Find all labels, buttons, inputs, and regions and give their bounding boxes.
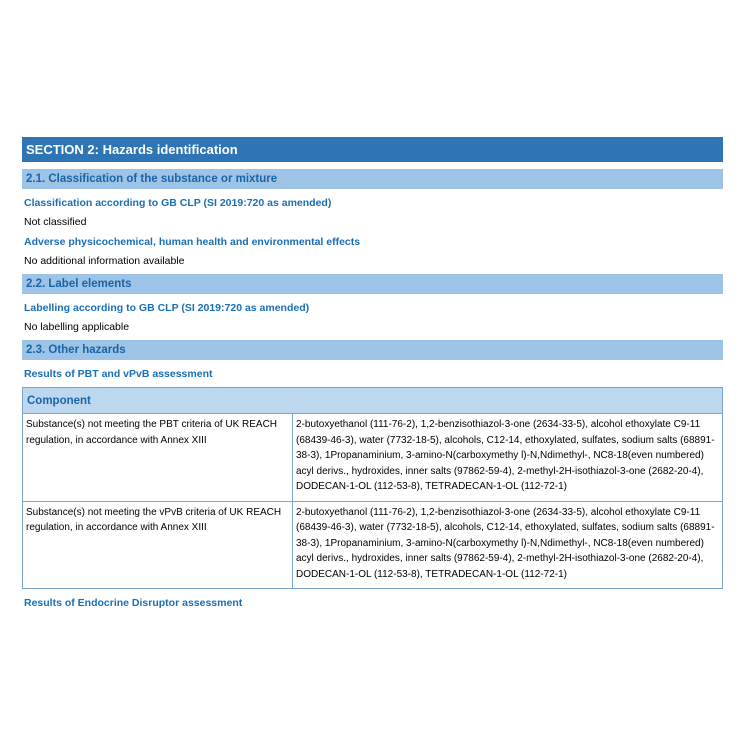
section-title: SECTION 2: Hazards identification — [22, 137, 723, 162]
table-row — [23, 414, 723, 502]
adverse-effects-value: No additional information available — [24, 255, 185, 267]
adverse-effects-label: Adverse physicochemical, human health and environmental effects — [24, 236, 361, 248]
component-table-header: Component — [23, 388, 723, 414]
table-cell-criteria: Substance(s) not meeting the vPvB criteria of UK REACH regulation, in accordance with Annex XIII — [23, 501, 293, 589]
table-cell-substances: 2-butoxyethanol (111-76-2), 1,2-benzisothiazol-3-one (2634-33-5), alcohol ethoxylate C9-11 (68439-46-3), water (7732-18-5), alcohols, C12-14, ethoxylated, sulfates, sodium salts (68891-38-3), 1Propanaminium, 3-amino-N(carboxymethy l)-N,Ndimethyl-, NC8-18(even numbered) acyl derivs., hydroxides, inner salts (97862-59-4), 2-methyl-2H-isothiazol-3-one (2682-20-4), DODECAN-1-OL (112-53-8), TETRADECAN-1-OL (112-72-1) — [293, 501, 723, 589]
classification-label: Classification according to GB CLP (SI 2019:720 as amended) — [24, 197, 332, 209]
classification-value: Not classified — [24, 216, 87, 228]
endocrine-assessment-label: Results of Endocrine Disruptor assessment — [24, 597, 243, 609]
subsection-2-2-title: 2.2. Label elements — [22, 274, 723, 294]
subsection-2-1-title: 2.1. Classification of the substance or mixture — [22, 169, 723, 189]
table-row — [23, 501, 723, 589]
labelling-value: No labelling applicable — [24, 321, 130, 333]
table-cell-substances: 2-butoxyethanol (111-76-2), 1,2-benzisothiazol-3-one (2634-33-5), alcohol ethoxylate C9-11 (68439-46-3), water (7732-18-5), alcohols, C12-14, ethoxylated, sulfates, sodium salts (68891-38-3), 1Propanaminium, 3-amino-N(carboxymethy l)-N,Ndimethyl-, NC8-18(even numbered) acyl derivs., hydroxides, inner salts (97862-59-4), 2-methyl-2H-isothiazol-3-one (2682-20-4), DODECAN-1-OL (112-53-8), TETRADECAN-1-OL (112-72-1) — [293, 414, 723, 502]
component-table — [22, 387, 723, 589]
table-cell-criteria: Substance(s) not meeting the PBT criteria of UK REACH regulation, in accordance with Annex XIII — [23, 414, 293, 502]
labelling-label: Labelling according to GB CLP (SI 2019:720 as amended) — [24, 302, 310, 314]
pbt-assessment-label: Results of PBT and vPvB assessment — [24, 368, 213, 380]
subsection-2-3-title: 2.3. Other hazards — [22, 340, 723, 360]
